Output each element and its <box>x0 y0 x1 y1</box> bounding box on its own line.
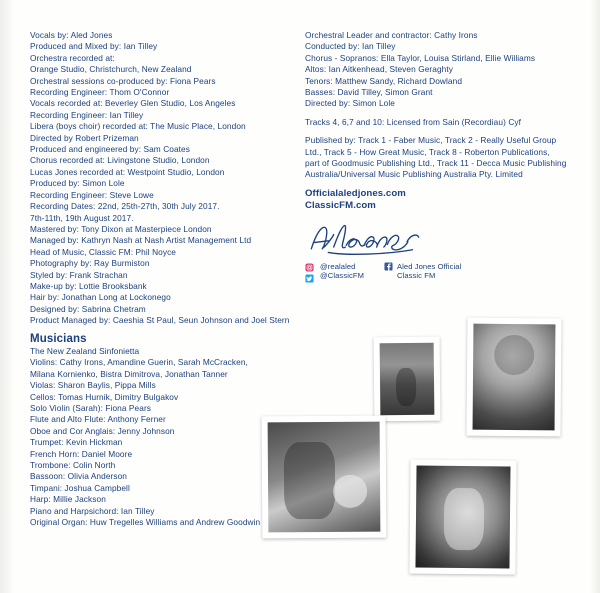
website-link-aledjones[interactable]: Officialaledjones.com <box>305 187 406 199</box>
photo-figure-shape <box>444 488 484 550</box>
credit-line: Chorus recorded at: Livingstone Studio, London <box>30 155 210 166</box>
right-credits-column <box>305 30 575 283</box>
credit-line: Recording Engineer: Steve Lowe <box>30 189 154 200</box>
credit-line: Vocals recorded at: Beverley Glen Studio, Los Angeles <box>30 98 236 109</box>
musician-line: French Horn: Daniel Moore <box>30 448 133 459</box>
musician-line: Bassoon: Olivia Anderson <box>30 471 128 482</box>
credit-line: Tenors: Matthew Sandy, Richard Dowland <box>305 75 463 86</box>
credit-line: Recording Engineer: Thom O'Connor <box>30 87 170 98</box>
social-handles <box>320 262 364 281</box>
credit-line: Produced by: Simon Lole <box>30 178 125 189</box>
facebook-aled-row[interactable] <box>384 262 461 272</box>
credit-line: Orchestra recorded at: <box>30 52 115 63</box>
photo-boy-with-disc <box>262 416 387 539</box>
photo-image <box>380 343 435 416</box>
musician-line: Solo Violin (Sarah): Fiona Pears <box>30 403 152 413</box>
musician-line: Flute and Alto Flute: Anthony Ferner <box>30 414 166 425</box>
credit-line: Managed by: Kathryn Nash at Nash Artist Management Ltd <box>30 235 252 246</box>
credit-line: Product Managed by: Caeshia St Paul, Seun Johnson and Joel Stern <box>30 315 290 326</box>
twitter-icon[interactable] <box>305 274 314 283</box>
credit-line: Produced and engineered by: Sam Coates <box>30 144 190 155</box>
photo-image <box>415 466 510 569</box>
credit-line: Lucas Jones recorded at: Westpoint Studio, London <box>30 166 225 177</box>
credit-line: Altos: Ian Aitkenhead, Steven Geraghty <box>305 64 453 75</box>
social-links <box>305 262 575 283</box>
musician-line: Violins: Cathy Irons, Amandine Guerin, Sarah McCracken, <box>30 357 248 368</box>
photo-image <box>473 324 556 431</box>
photo-image <box>268 422 381 533</box>
photo-landscape-boy <box>374 337 441 422</box>
twitter-handle[interactable]: @ClassicFM <box>320 271 364 281</box>
credit-line: Orchestral Leader and contractor: Cathy Irons <box>305 30 478 40</box>
credit-line: Hair by: Jonathan Long at Lockonego <box>30 292 171 303</box>
credit-line: Libera (boys choir) recorded at: The Music Place, London <box>30 121 246 132</box>
facebook-icon[interactable] <box>384 262 393 271</box>
licensing-line: Tracks 4, 6,7 and 10: Licensed from Sain (Recordiau) Cyf <box>305 116 522 127</box>
musician-line: Oboe and Cor Anglais: Jenny Johnson <box>30 425 175 436</box>
credit-line: Conducted by: Ian Tilley <box>305 41 396 52</box>
photo-chorister <box>409 459 516 574</box>
credit-line: Designed by: Sabrina Chetram <box>30 303 146 314</box>
credit-line: Basses: David Tilley, Simon Grant <box>305 87 433 98</box>
credit-line: Directed by: Simon Lole <box>305 98 395 109</box>
publishing-line: part of Goodmusic Publishing Ltd., Track 11 - Decca Music Publishing <box>305 158 567 169</box>
photo-figure-shape <box>283 442 335 519</box>
aled-jones-signature <box>305 222 425 256</box>
instagram-handle[interactable]: @realaled <box>320 261 356 271</box>
credit-line: Photography by: Ray Burmiston <box>30 258 150 269</box>
website-link-classicfm[interactable]: ClassicFM.com <box>305 200 376 212</box>
credit-line: Chorus - Sopranos: Ella Taylor, Louisa Stirland, Ellie Williams <box>305 52 536 63</box>
photo-disc-shape <box>333 474 367 507</box>
credit-line: Vocals by: Aled Jones <box>30 30 113 40</box>
facebook-block <box>384 262 461 281</box>
credit-line: Styled by: Frank Strachan <box>30 269 128 280</box>
credit-line: Make-up by: Lottie Brooksbank <box>30 280 147 291</box>
facebook-classic-label[interactable]: Classic FM <box>396 271 436 281</box>
facebook-aled-label[interactable]: Aled Jones Official <box>396 261 462 271</box>
musician-line: Trumpet: Kevin Hickman <box>30 437 123 448</box>
credit-line: Head of Music, Classic FM: Phil Noyce <box>30 246 177 257</box>
credit-line: Directed by Robert Prizeman <box>30 132 139 143</box>
publishing-line: Published by: Track 1 - Faber Music, Track 2 - Really Useful Group <box>305 135 557 146</box>
photo-figure-shape <box>494 334 534 375</box>
photo-portrait-young-aled <box>466 318 561 437</box>
social-icon-stack <box>305 262 314 283</box>
musicians-heading: Musicians <box>30 332 87 345</box>
facebook-classic-row[interactable] <box>384 271 461 281</box>
publishing-line: Australia/Universal Music Publishing Australia Pty. Limited <box>305 169 523 180</box>
musician-line: Trombone: Colin North <box>30 460 116 471</box>
musician-line: Violas: Sharon Baylis, Pippa Mills <box>30 380 156 391</box>
musician-line: Timpani: Joshua Campbell <box>30 482 130 493</box>
musician-line: Cellos: Tomas Hurnik, Dimitry Bulgakov <box>30 391 179 402</box>
credit-line: Mastered by: Tony Dixon at Masterpiece London <box>30 223 212 234</box>
credit-line: Recording Engineer: Ian Tilley <box>30 109 144 120</box>
musician-line: Harp: Millie Jackson <box>30 494 106 505</box>
credit-line: Orchestral sessions co-produced by: Fiona Pears <box>30 75 216 86</box>
photo-figure-shape <box>396 368 416 406</box>
credit-line: Produced and Mixed by: Ian Tilley <box>30 41 158 52</box>
instagram-icon[interactable] <box>305 263 314 272</box>
musician-line: The New Zealand Sinfonietta <box>30 345 140 356</box>
credit-line: Recording Dates: 22nd, 25th-27th, 30th July 2017. <box>30 201 220 212</box>
musician-line: Milana Kornienko, Bistra Dimitrova, Jonathan Tanner <box>30 368 228 379</box>
publishing-line: Ltd., Track 5 - How Great Music, Track 8 - Roberton Publications, <box>305 146 550 157</box>
musician-line: Original Organ: Huw Tregelles Williams and Andrew Goodwin <box>30 517 261 528</box>
musician-line: Piano and Harpsichord: Ian Tilley <box>30 505 155 516</box>
credit-line: 7th-11th, 19th August 2017. <box>30 212 134 223</box>
credit-line: Orange Studio, Christchurch, New Zealand <box>30 64 192 75</box>
